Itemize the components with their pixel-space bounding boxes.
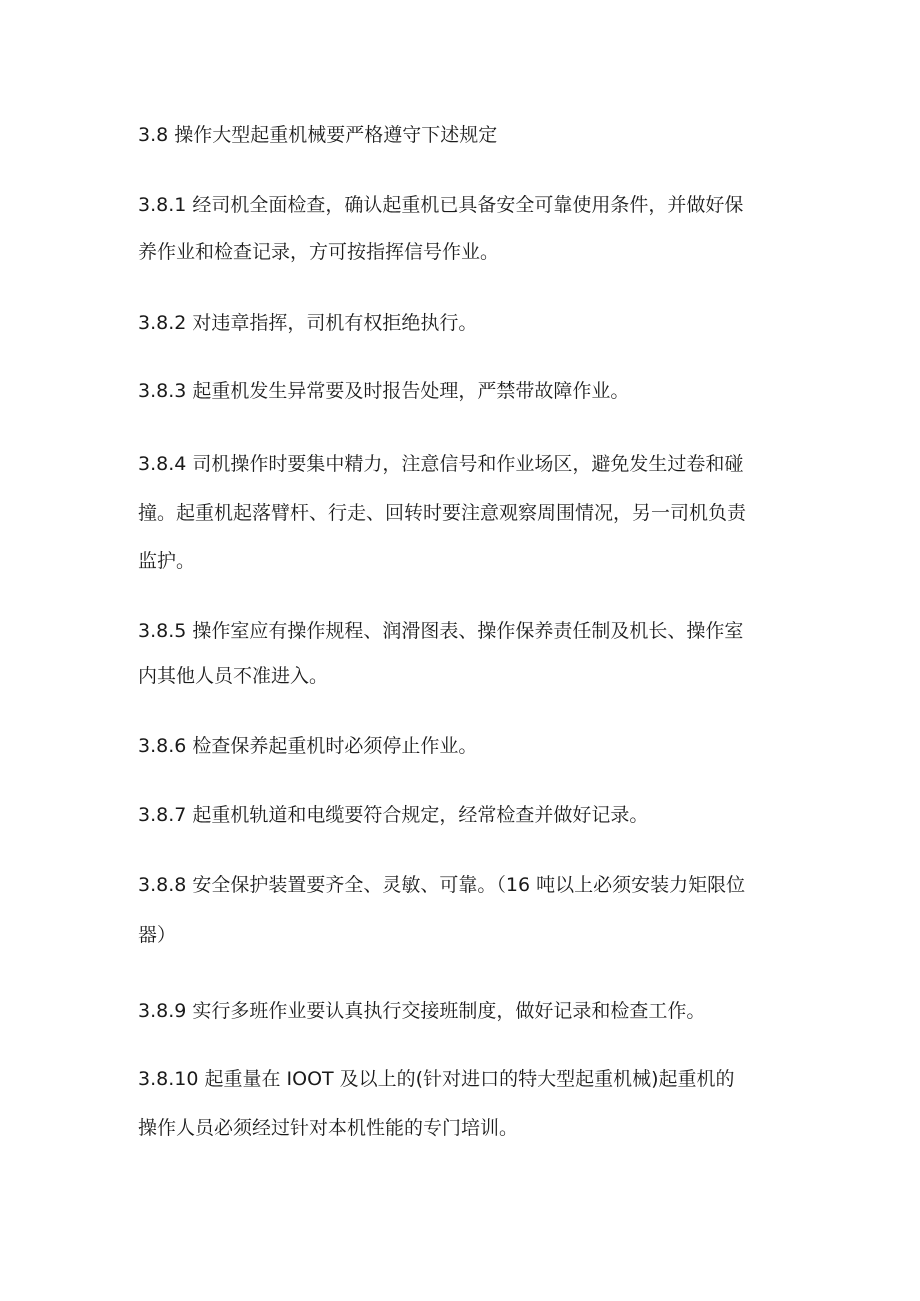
- paragraph-3-8-5-line-2: 内其他人员不准进入。: [138, 665, 329, 687]
- paragraph-3-8-2: 3.8.2 对违章指挥，司机有权拒绝执行。: [138, 312, 478, 334]
- paragraph-3-8-1-line-1: 3.8.1 经司机全面检查，确认起重机已具备安全可靠使用条件，并做好保: [138, 194, 744, 216]
- section-heading: 3.8 操作大型起重机械要严格遵守下述规定: [138, 124, 498, 146]
- paragraph-3-8-6: 3.8.6 检查保养起重机时必须停止作业。: [138, 735, 478, 757]
- paragraph-3-8-5-line-1: 3.8.5 操作室应有操作规程、润滑图表、操作保养责任制及机长、操作室: [138, 620, 744, 642]
- paragraph-3-8-10-line-1: 3.8.10 起重量在 IOOT 及以上的(针对进口的特大型起重机械)起重机的: [138, 1068, 735, 1090]
- paragraph-3-8-9: 3.8.9 实行多班作业要认真执行交接班制度，做好记录和检查工作。: [138, 1000, 706, 1022]
- paragraph-3-8-3: 3.8.3 起重机发生异常要及时报告处理，严禁带故障作业。: [138, 380, 630, 402]
- paragraph-3-8-4-line-3: 监护。: [138, 550, 196, 572]
- paragraph-3-8-8-line-1: 3.8.8 安全保护装置要齐全、灵敏、可靠。（16 吨以上必须安装力矩限位: [138, 874, 746, 896]
- paragraph-3-8-4-line-2: 撞。起重机起落臂杆、行走、回转时要注意观察周围情况，另一司机负责: [138, 502, 747, 524]
- paragraph-3-8-8-line-2: 器）: [138, 924, 177, 946]
- paragraph-3-8-7: 3.8.7 起重机轨道和电缆要符合规定，经常检查并做好记录。: [138, 804, 649, 826]
- paragraph-3-8-1-line-2: 养作业和检查记录，方可按指挥信号作业。: [138, 241, 500, 263]
- paragraph-3-8-4-line-1: 3.8.4 司机操作时要集中精力，注意信号和作业场区，避免发生过卷和碰: [138, 453, 744, 475]
- paragraph-3-8-10-line-2: 操作人员必须经过针对本机性能的专门培训。: [138, 1117, 519, 1139]
